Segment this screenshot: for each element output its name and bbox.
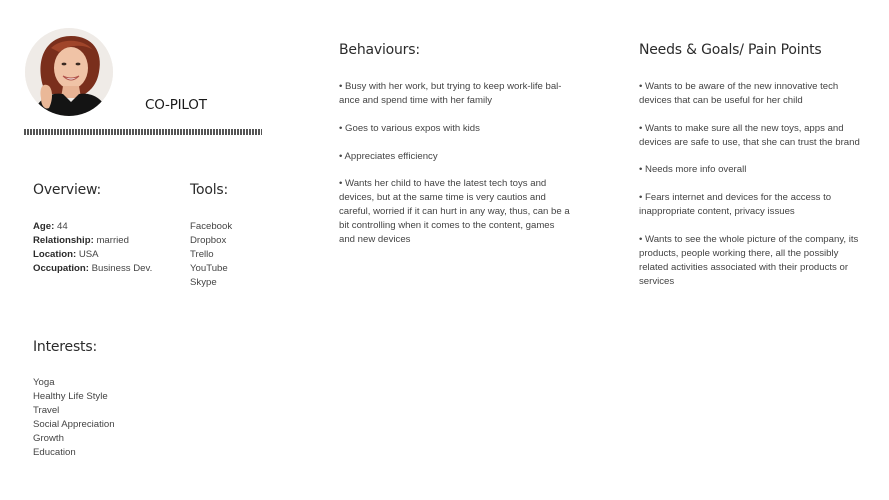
- behaviours-list: [339, 80, 571, 261]
- list-item: • Goes to various expos with kids: [339, 122, 480, 134]
- list-item: Trello: [190, 248, 214, 260]
- list-item: • Appreciates efficiency: [339, 150, 438, 162]
- list-item: • Wants to make sure all the new toys, apps and devices are safe to use, that she can trust the brand: [639, 122, 860, 148]
- list-item: Facebook: [190, 221, 233, 232]
- overview-details: [33, 220, 152, 276]
- list-item: • Needs more info overall: [639, 164, 747, 176]
- field-value: 44: [57, 221, 68, 232]
- list-item: • Wants to be aware of the new innovative tech devices that can be useful for her child: [639, 81, 839, 106]
- persona-name: CO-PILOT: [145, 97, 207, 113]
- list-item: • Wants her child to have the latest tech toys and devices, but at the same time is very cautios and careful, worried if it can hurt in any way, thus, can be a bit controlling when it comes to the content, games and new devices: [339, 178, 570, 245]
- overview-relationship: [33, 234, 152, 248]
- needs-goals-heading: Needs & Goals/ Pain Points: [639, 42, 822, 58]
- field-label: Relationship:: [33, 234, 94, 246]
- list-item: • Busy with her work, but trying to keep work-life bal-ance and spend time with her family: [339, 81, 562, 106]
- list-item: Healthy Life Style: [33, 390, 108, 402]
- list-item: YouTube: [190, 262, 228, 274]
- field-value: married: [96, 234, 129, 246]
- field-value: Business Dev.: [91, 262, 153, 274]
- interests-heading: Interests:: [33, 339, 97, 355]
- list-item: Travel: [33, 404, 60, 416]
- overview-location: [33, 248, 152, 262]
- field-label: Age:: [33, 221, 55, 232]
- behaviours-heading: Behaviours:: [339, 42, 420, 58]
- interests-list: [33, 376, 115, 459]
- overview-heading: Overview:: [33, 182, 102, 198]
- list-item: Yoga: [33, 377, 55, 388]
- field-label: Occupation:: [33, 262, 89, 274]
- overview-occupation: [33, 262, 152, 276]
- tools-heading: Tools:: [190, 182, 229, 198]
- tools-list: [190, 220, 232, 290]
- list-item: • Fears internet and devices for the access to inappropriate content, privacy issues: [639, 192, 832, 218]
- list-item: • Wants to see the whole picture of the company, its products, people working there, all the possibly related activities associated with their products or services: [639, 233, 859, 287]
- field-label: Location:: [33, 248, 77, 260]
- needs-goals-list: [639, 80, 861, 302]
- list-item: Education: [33, 446, 76, 458]
- woman-portrait-icon: [25, 28, 113, 116]
- overview-age: [33, 220, 152, 234]
- list-item: Skype: [190, 276, 217, 288]
- list-item: Dropbox: [190, 234, 227, 246]
- field-value: USA: [78, 248, 99, 260]
- list-item: Growth: [33, 432, 64, 444]
- avatar: [25, 28, 113, 116]
- list-item: Social Appreciation: [33, 418, 115, 430]
- dotted-divider: [24, 129, 262, 135]
